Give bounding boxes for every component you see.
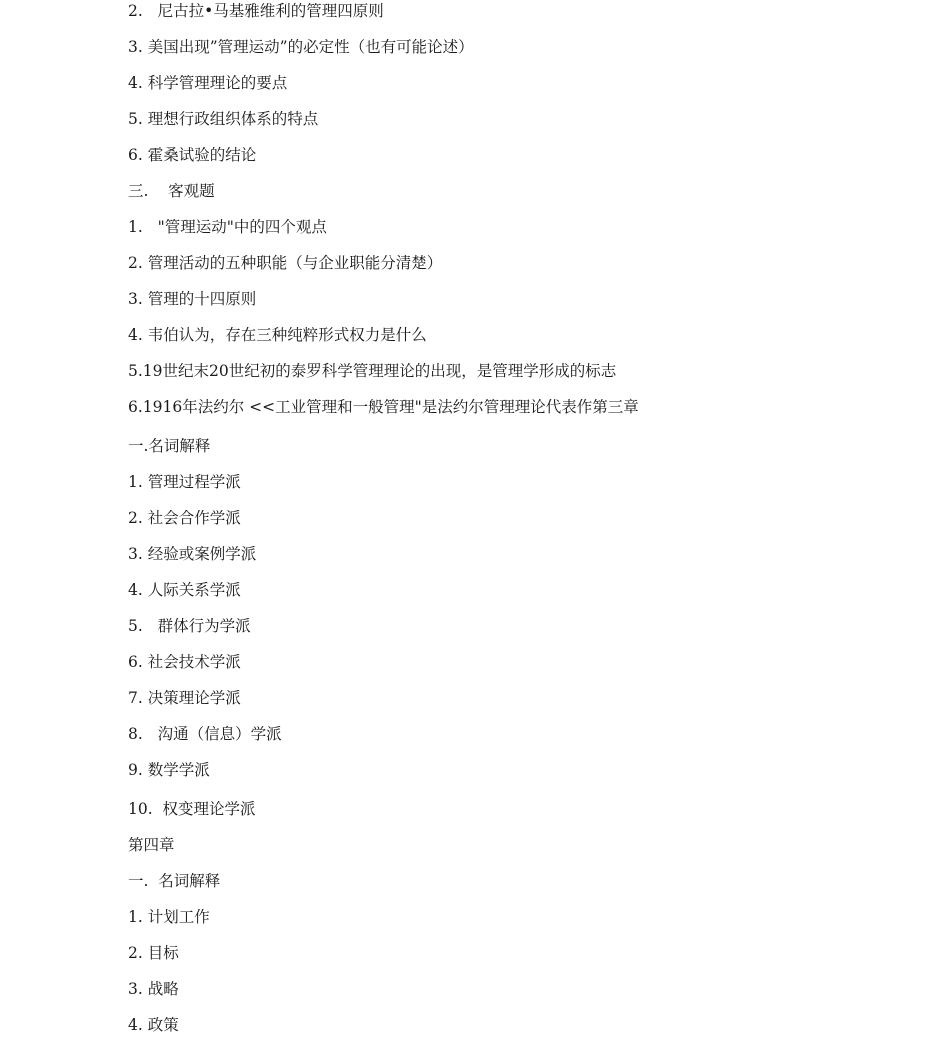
text-line: 2. 管理活动的五种职能（与企业职能分清楚） — [128, 254, 443, 272]
text-line: 4. 人际关系学派 — [128, 581, 241, 599]
text-line: 6.1916年法约尔 <<工业管理和一般管理"是法约尔管理理论代表作第三章 — [128, 398, 639, 416]
text-line: 6. 霍桑试验的结论 — [128, 146, 257, 164]
text-line: 4. 科学管理理论的要点 — [128, 74, 288, 92]
text-line: 1. 管理过程学派 — [128, 473, 241, 491]
chapter-heading: 第四章 — [128, 836, 175, 854]
text-line: 4. 韦伯认为，存在三种纯粹形式权力是什么 — [128, 326, 427, 344]
text-line: 3. 管理的十四原则 — [128, 290, 257, 308]
text-line: 9. 数学学派 — [128, 761, 210, 779]
text-line: 5. 群体行为学派 — [128, 617, 251, 635]
text-line: 5.19世纪末20世纪初的泰罗科学管理理论的出现，是管理学形成的标志 — [128, 362, 617, 380]
text-line: 2. 社会合作学派 — [128, 509, 241, 527]
text-line: 1. 计划工作 — [128, 908, 210, 926]
text-line: 6. 社会技术学派 — [128, 653, 241, 671]
text-line: 7. 决策理论学派 — [128, 689, 241, 707]
section-heading: 一. 名词解释 — [128, 872, 221, 890]
text-line: 8. 沟通（信息）学派 — [128, 725, 282, 743]
text-line: 1. "管理运动"中的四个观点 — [128, 218, 327, 236]
text-line: 3. 经验或案例学派 — [128, 545, 257, 563]
text-line: 3. 战略 — [128, 980, 179, 998]
section-heading: 一.名词解释 — [128, 437, 211, 455]
section-heading: 三. 客观题 — [128, 182, 215, 200]
text-line: 4. 政策 — [128, 1016, 179, 1034]
text-line: 10. 权变理论学派 — [128, 800, 256, 818]
text-line: 5. 理想行政组织体系的特点 — [128, 110, 319, 128]
text-line: 3. 美国出现”管理运动”的必定性（也有可能论述） — [128, 38, 474, 56]
text-line: 2. 尼古拉•马基雅维利的管理四原则 — [128, 2, 384, 20]
text-line: 2. 目标 — [128, 944, 179, 962]
